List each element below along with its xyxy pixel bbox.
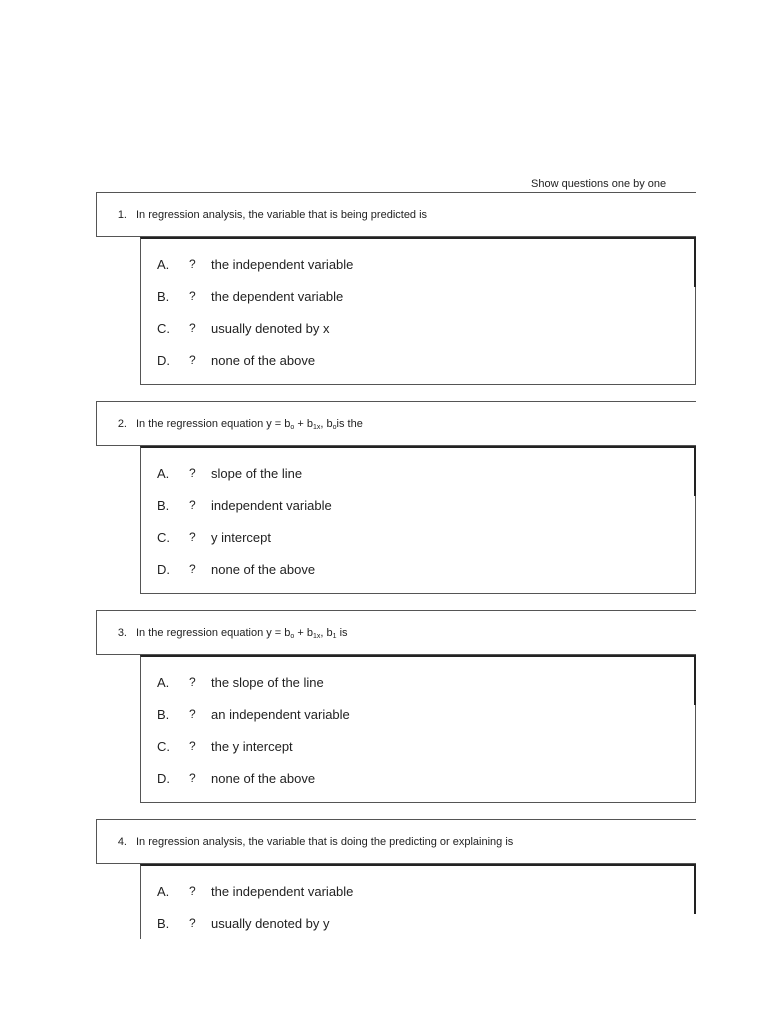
option-text: the independent variable	[211, 883, 354, 899]
option-text: the independent variable	[211, 256, 354, 272]
option-d[interactable]	[141, 344, 696, 376]
subscript: o	[290, 423, 295, 431]
option-letter: C.	[157, 738, 170, 754]
option-radio-icon[interactable]: ?	[189, 257, 196, 271]
question-text: In regression analysis, the variable that is doing the predicting or explaining is	[136, 835, 514, 848]
option-list	[140, 237, 696, 385]
option-c[interactable]	[141, 521, 696, 553]
option-text: the dependent variable	[211, 288, 344, 304]
option-b[interactable]	[141, 907, 696, 939]
subscript: o	[290, 632, 295, 640]
option-letter: A.	[157, 256, 170, 272]
option-text: none of the above	[211, 561, 316, 577]
option-letter: B.	[157, 706, 170, 722]
option-radio-icon[interactable]: ?	[189, 321, 196, 335]
option-text: an independent variable	[211, 706, 350, 722]
option-radio-icon[interactable]: ?	[189, 466, 196, 480]
option-letter: B.	[157, 288, 170, 304]
question-header	[96, 819, 696, 864]
question-number: 4.	[117, 835, 127, 848]
option-b[interactable]	[141, 698, 696, 730]
question-text-part: + b	[294, 417, 313, 430]
question-text: In regression analysis, the variable that is being predicted is	[136, 208, 428, 221]
question-text-part: In the regression equation y = b	[136, 417, 291, 430]
option-radio-icon[interactable]: ?	[189, 916, 196, 930]
option-radio-icon[interactable]: ?	[189, 739, 196, 753]
option-text: usually denoted by y	[211, 915, 330, 931]
question-text	[136, 627, 696, 639]
question-number: 3.	[117, 626, 127, 639]
question-text-part: is	[336, 626, 348, 639]
question-text-part: , b	[320, 626, 333, 639]
option-d[interactable]	[141, 553, 696, 585]
option-a[interactable]	[141, 875, 696, 907]
option-letter: C.	[157, 320, 170, 336]
option-letter: D.	[157, 770, 170, 786]
option-radio-icon[interactable]: ?	[189, 771, 196, 785]
show-questions-one-by-one-link[interactable]: Show questions one by one	[531, 178, 667, 190]
subscript: 1	[332, 632, 337, 640]
question-1	[96, 192, 696, 385]
option-list	[140, 655, 696, 803]
option-text: usually denoted by x	[211, 320, 330, 336]
question-text-part: is the	[336, 417, 363, 430]
option-letter: C.	[157, 529, 170, 545]
option-letter: D.	[157, 352, 170, 368]
option-radio-icon[interactable]: ?	[189, 353, 196, 367]
option-radio-icon[interactable]: ?	[189, 884, 196, 898]
subscript: 1x	[312, 423, 321, 431]
option-letter: A.	[157, 465, 170, 481]
option-text: the y intercept	[211, 738, 293, 754]
option-b[interactable]	[141, 489, 696, 521]
subscript: o	[332, 423, 337, 431]
question-text-part: , b	[320, 417, 333, 430]
option-letter: D.	[157, 561, 170, 577]
option-text: none of the above	[211, 770, 316, 786]
option-text: the slope of the line	[211, 674, 324, 690]
option-radio-icon[interactable]: ?	[189, 530, 196, 544]
question-number: 1.	[117, 208, 127, 221]
option-text: independent variable	[211, 497, 332, 513]
option-radio-icon[interactable]: ?	[189, 707, 196, 721]
question-number: 2.	[117, 417, 127, 430]
question-2	[96, 401, 696, 594]
question-header	[96, 192, 696, 237]
option-text: slope of the line	[211, 465, 303, 481]
question-text	[136, 418, 696, 430]
option-a[interactable]	[141, 666, 696, 698]
option-d[interactable]	[141, 762, 696, 794]
option-a[interactable]	[141, 457, 696, 489]
question-4	[96, 819, 696, 939]
question-3	[96, 610, 696, 803]
question-text-part: + b	[294, 626, 313, 639]
question-text-part: In the regression equation y = b	[136, 626, 291, 639]
option-letter: A.	[157, 674, 170, 690]
subscript: 1x	[312, 632, 321, 640]
option-text: y intercept	[211, 529, 271, 545]
option-radio-icon[interactable]: ?	[189, 562, 196, 576]
option-b[interactable]	[141, 280, 696, 312]
question-header	[96, 610, 696, 655]
option-list	[140, 446, 696, 594]
quiz-container	[96, 192, 696, 955]
option-letter: B.	[157, 497, 170, 513]
option-c[interactable]	[141, 312, 696, 344]
option-letter: B.	[157, 915, 170, 931]
question-header	[96, 401, 696, 446]
option-radio-icon[interactable]: ?	[189, 289, 196, 303]
option-radio-icon[interactable]: ?	[189, 675, 196, 689]
option-list	[140, 864, 696, 939]
option-a[interactable]	[141, 248, 696, 280]
option-text: none of the above	[211, 352, 316, 368]
option-radio-icon[interactable]: ?	[189, 498, 196, 512]
option-letter: A.	[157, 883, 170, 899]
option-c[interactable]	[141, 730, 696, 762]
